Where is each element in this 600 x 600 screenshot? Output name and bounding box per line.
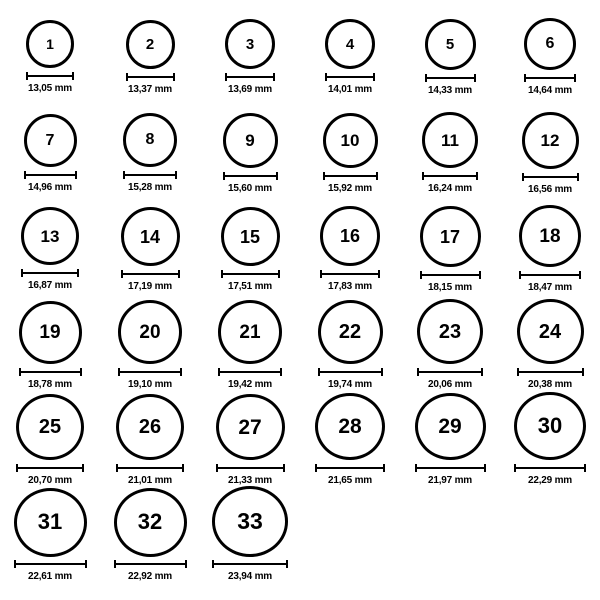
diameter-caliper bbox=[519, 271, 581, 279]
ring-circle bbox=[126, 20, 175, 69]
ring-size-number: 9 bbox=[245, 131, 255, 150]
diameter-bar bbox=[522, 176, 579, 178]
ring-circle bbox=[318, 300, 383, 364]
diameter-label: 18,47 mm bbox=[528, 282, 572, 293]
ring-size-cell bbox=[0, 390, 100, 486]
ring-circle bbox=[216, 394, 285, 460]
diameter-caliper bbox=[24, 171, 77, 179]
diameter-caliper bbox=[415, 464, 486, 472]
ring-size-cell bbox=[300, 102, 400, 198]
diameter-label: 21,97 mm bbox=[428, 475, 472, 486]
diameter-caliper bbox=[19, 368, 82, 376]
diameter-bar bbox=[14, 563, 87, 565]
diameter-bar bbox=[126, 76, 175, 78]
ring-size-cell bbox=[200, 390, 300, 486]
diameter-bar bbox=[318, 371, 383, 373]
diameter-label: 13,69 mm bbox=[228, 84, 272, 95]
diameter-caliper bbox=[315, 464, 385, 472]
ring-size-number: 2 bbox=[145, 36, 155, 53]
ring-size-number: 30 bbox=[537, 413, 563, 439]
ring-size-cell bbox=[300, 390, 400, 486]
diameter-bar bbox=[123, 174, 177, 176]
diameter-label: 19,74 mm bbox=[328, 379, 372, 390]
ring-size-cell bbox=[100, 102, 200, 198]
diameter-label: 22,61 mm bbox=[28, 571, 72, 583]
ring-circle bbox=[323, 113, 378, 168]
diameter-bar bbox=[517, 371, 584, 373]
diameter-label: 21,33 mm bbox=[228, 475, 272, 487]
ring-size-cell bbox=[100, 6, 200, 102]
ring-size-cell bbox=[0, 6, 100, 102]
diameter-caliper bbox=[225, 73, 275, 81]
diameter-label: 21,65 mm bbox=[328, 475, 372, 486]
diameter-label: 15,28 mm bbox=[128, 182, 172, 193]
ring-size-cell bbox=[200, 294, 300, 390]
ring-size-number: 6 bbox=[545, 35, 555, 52]
ring-size-number: 27 bbox=[238, 415, 262, 439]
ring-size-number: 33 bbox=[237, 507, 263, 534]
diameter-label: 14,64 mm bbox=[528, 85, 572, 96]
ring-circle bbox=[116, 394, 184, 460]
ring-circle bbox=[225, 19, 275, 69]
ring-circle bbox=[221, 207, 280, 266]
diameter-label: 15,60 mm bbox=[228, 183, 272, 194]
ring-size-cell bbox=[500, 6, 600, 102]
ring-size-number: 17 bbox=[439, 226, 461, 247]
diameter-label: 22,92 mm bbox=[128, 571, 172, 583]
diameter-label: 20,38 mm bbox=[528, 378, 572, 390]
diameter-bar bbox=[16, 467, 84, 469]
ring-size-number: 29 bbox=[438, 415, 462, 439]
diameter-caliper bbox=[118, 368, 182, 376]
ring-circle bbox=[420, 206, 481, 267]
ring-size-cell bbox=[300, 198, 400, 294]
ring-circle bbox=[19, 301, 82, 364]
diameter-bar bbox=[325, 76, 375, 78]
diameter-caliper bbox=[212, 561, 288, 568]
diameter-bar bbox=[422, 175, 478, 177]
diameter-caliper bbox=[216, 464, 285, 472]
diameter-caliper bbox=[425, 74, 476, 82]
ring-size-number: 28 bbox=[338, 415, 362, 439]
diameter-label: 22,29 mm bbox=[528, 475, 572, 486]
diameter-label: 21,01 mm bbox=[128, 475, 172, 486]
ring-size-cell bbox=[200, 102, 300, 198]
ring-size-cell bbox=[200, 6, 300, 102]
diameter-bar bbox=[315, 467, 385, 469]
diameter-caliper bbox=[524, 74, 576, 82]
ring-size-cell bbox=[500, 198, 600, 294]
diameter-bar bbox=[212, 563, 288, 565]
ring-size-number: 23 bbox=[438, 320, 462, 343]
diameter-bar bbox=[417, 371, 483, 373]
diameter-label: 17,51 mm bbox=[228, 281, 272, 292]
ring-size-number: 15 bbox=[239, 226, 261, 247]
ring-size-number: 8 bbox=[145, 131, 155, 148]
ring-size-cell bbox=[0, 486, 100, 582]
ring-size-number: 12 bbox=[540, 131, 560, 150]
ring-size-cell bbox=[0, 102, 100, 198]
ring-circle bbox=[422, 112, 478, 168]
diameter-bar bbox=[420, 274, 481, 276]
ring-size-cell bbox=[100, 198, 200, 294]
ring-circle bbox=[320, 206, 380, 266]
ring-circle bbox=[417, 299, 483, 364]
diameter-label: 23,94 mm bbox=[228, 571, 272, 582]
diameter-caliper bbox=[422, 172, 478, 180]
diameter-caliper bbox=[522, 173, 579, 181]
diameter-label: 19,10 mm bbox=[128, 379, 172, 390]
diameter-label: 20,70 mm bbox=[28, 475, 72, 486]
ring-size-number: 26 bbox=[138, 416, 162, 439]
diameter-caliper bbox=[126, 73, 175, 81]
ring-size-cell bbox=[400, 198, 500, 294]
diameter-bar bbox=[121, 273, 180, 275]
ring-size-cell bbox=[500, 294, 600, 390]
diameter-bar bbox=[524, 77, 576, 79]
ring-size-number: 22 bbox=[338, 321, 362, 344]
diameter-bar bbox=[114, 563, 187, 565]
diameter-caliper bbox=[318, 368, 383, 376]
diameter-label: 13,05 mm bbox=[28, 83, 72, 94]
ring-circle bbox=[415, 393, 486, 461]
diameter-caliper bbox=[417, 368, 483, 376]
diameter-caliper bbox=[320, 270, 380, 278]
ring-circle bbox=[14, 488, 87, 557]
ring-circle bbox=[519, 205, 581, 267]
ring-size-cell bbox=[400, 6, 500, 102]
diameter-caliper bbox=[325, 73, 375, 81]
diameter-caliper bbox=[21, 269, 79, 277]
ring-circle bbox=[121, 207, 180, 266]
ring-circle bbox=[21, 207, 79, 265]
ring-size-number: 10 bbox=[340, 131, 360, 150]
diameter-bar bbox=[223, 175, 278, 177]
diameter-caliper bbox=[121, 270, 180, 278]
ring-size-number: 4 bbox=[345, 35, 355, 53]
diameter-caliper bbox=[323, 172, 378, 180]
ring-circle bbox=[118, 300, 182, 364]
diameter-label: 14,96 mm bbox=[28, 182, 72, 193]
diameter-label: 17,19 mm bbox=[128, 281, 172, 292]
diameter-caliper bbox=[218, 368, 282, 376]
ring-size-cell bbox=[400, 102, 500, 198]
diameter-bar bbox=[19, 371, 82, 373]
ring-circle bbox=[524, 18, 576, 70]
ring-circle bbox=[223, 113, 278, 168]
ring-size-number: 18 bbox=[539, 225, 561, 247]
diameter-caliper bbox=[16, 464, 84, 472]
ring-circle bbox=[517, 299, 584, 364]
diameter-bar bbox=[24, 174, 77, 176]
diameter-bar bbox=[514, 467, 586, 469]
diameter-caliper bbox=[26, 72, 74, 80]
diameter-label: 17,83 mm bbox=[328, 281, 372, 292]
diameter-bar bbox=[221, 273, 280, 275]
ring-size-number: 16 bbox=[339, 226, 361, 246]
diameter-label: 19,42 mm bbox=[228, 379, 272, 390]
diameter-bar bbox=[425, 77, 476, 79]
diameter-label: 14,01 mm bbox=[328, 84, 372, 95]
ring-circle bbox=[425, 19, 476, 70]
diameter-caliper bbox=[420, 271, 481, 279]
diameter-caliper bbox=[116, 464, 184, 472]
diameter-bar bbox=[415, 467, 486, 469]
diameter-bar bbox=[225, 76, 275, 78]
diameter-bar bbox=[218, 371, 282, 373]
ring-size-cell bbox=[100, 486, 200, 582]
ring-circle bbox=[522, 112, 579, 169]
diameter-bar bbox=[519, 274, 581, 276]
ring-circle bbox=[123, 113, 177, 167]
ring-size-cell bbox=[400, 294, 500, 390]
ring-size-cell bbox=[300, 6, 400, 102]
ring-size-number: 20 bbox=[139, 321, 161, 343]
ring-circle bbox=[24, 114, 77, 167]
diameter-bar bbox=[216, 467, 285, 469]
diameter-label: 14,33 mm bbox=[428, 85, 472, 96]
diameter-label: 15,92 mm bbox=[328, 183, 372, 194]
ring-size-cell bbox=[300, 294, 400, 390]
ring-circle bbox=[114, 488, 187, 557]
ring-circle bbox=[325, 19, 375, 69]
diameter-caliper bbox=[14, 561, 87, 568]
ring-circle bbox=[26, 20, 74, 68]
ring-size-cell bbox=[200, 198, 300, 294]
ring-size-cell bbox=[400, 390, 500, 486]
diameter-label: 16,56 mm bbox=[528, 184, 572, 195]
ring-size-cell bbox=[100, 294, 200, 390]
diameter-caliper bbox=[123, 171, 177, 179]
ring-circle bbox=[212, 486, 288, 557]
ring-size-number: 24 bbox=[538, 320, 562, 343]
ring-size-cell bbox=[500, 102, 600, 198]
ring-size-cell bbox=[100, 390, 200, 486]
ring-circle bbox=[218, 300, 282, 364]
ring-size-number: 1 bbox=[46, 36, 54, 52]
diameter-caliper bbox=[221, 270, 280, 278]
diameter-label: 16,87 mm bbox=[28, 280, 72, 291]
diameter-label: 13,37 mm bbox=[128, 84, 172, 95]
diameter-caliper bbox=[223, 172, 278, 180]
ring-size-number: 5 bbox=[445, 36, 455, 53]
ring-size-number: 13 bbox=[40, 226, 60, 246]
ring-size-number: 11 bbox=[441, 130, 459, 150]
ring-size-cell bbox=[500, 390, 600, 486]
diameter-label: 20,06 mm bbox=[428, 379, 472, 390]
diameter-bar bbox=[21, 272, 79, 274]
diameter-caliper bbox=[114, 561, 187, 568]
diameter-caliper bbox=[514, 464, 586, 472]
diameter-bar bbox=[320, 273, 380, 275]
diameter-bar bbox=[323, 175, 378, 177]
ring-size-number: 31 bbox=[37, 509, 63, 535]
ring-circle bbox=[315, 393, 385, 460]
ring-size-cell bbox=[200, 486, 300, 582]
diameter-bar bbox=[26, 75, 74, 77]
ring-size-number: 21 bbox=[239, 321, 261, 343]
diameter-label: 16,24 mm bbox=[428, 183, 472, 194]
ring-size-number: 25 bbox=[38, 416, 62, 439]
ring-size-cell bbox=[0, 294, 100, 390]
diameter-label: 18,15 mm bbox=[428, 282, 472, 293]
ring-size-number: 32 bbox=[137, 509, 163, 535]
ring-size-cell bbox=[0, 198, 100, 294]
diameter-caliper bbox=[517, 368, 584, 376]
diameter-bar bbox=[116, 467, 184, 469]
ring-size-number: 3 bbox=[245, 35, 255, 53]
ring-size-number: 19 bbox=[39, 322, 61, 343]
ring-size-number: 7 bbox=[45, 131, 55, 149]
ring-circle bbox=[16, 394, 84, 460]
diameter-label: 18,78 mm bbox=[28, 379, 72, 390]
ring-circle bbox=[514, 392, 586, 461]
diameter-bar bbox=[118, 371, 182, 373]
ring-size-number: 14 bbox=[139, 226, 161, 247]
